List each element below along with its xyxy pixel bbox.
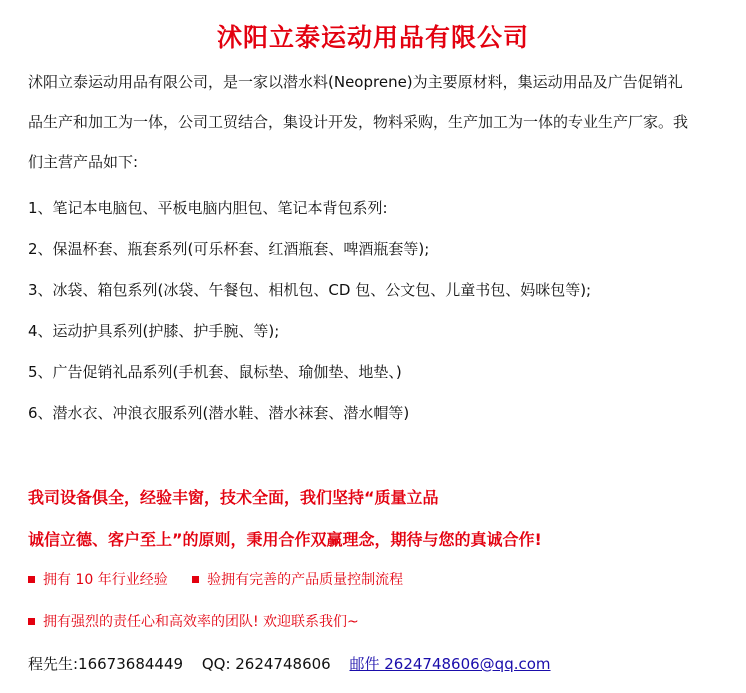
highlight-item [192,569,403,591]
highlight-item [28,569,168,591]
intro-line: 们主营产品如下: [28,153,139,171]
company-title: 沭阳立泰运动用品有限公司 [216,23,529,52]
contact-line [28,652,738,676]
contact-qq: QQ: 2624748606 [201,655,331,673]
highlight-item [28,611,359,633]
slogan-line: 我司设备俱全，经验丰窗，技术全面，我们坚持“质量立品 [28,488,439,507]
square-bullet-icon [192,576,199,583]
product-item: 1、笔记本电脑包、平板电脑内胆包、笔记本背包系列: [28,199,388,217]
slogan-paragraph [28,477,738,561]
contact-phone: 程先生:16673684449 [28,655,184,673]
product-item: 2、保温杯套、瓶套系列(可乐杯套、红酒瓶套、啤酒瓶套等); [28,240,430,258]
highlight-row [28,569,728,591]
intro-line: 品生产和加工为一体，公司工贸结合，集设计开发，物料采购，生产加工为一体的专业生产厂家。我 [28,113,689,131]
product-item: 5、广告促销礼品系列(手机套、鼠标垫、瑜伽垫、地垫、) [28,363,402,381]
product-item: 3、冰袋、箱包系列(冰袋、午餐包、相机包、CD 包、公文包、儿童书包、妈咪包等); [28,281,592,299]
product-list [28,188,728,434]
highlight-text: 验拥有完善的产品质量控制流程 [207,572,404,588]
square-bullet-icon [28,618,35,625]
highlight-text: 拥有 10 年行业经验 [43,572,168,588]
square-bullet-icon [28,576,35,583]
email-link[interactable]: 邮件 2624748606@qq.com [349,655,551,673]
product-item: 4、运动护具系列(护膝、护手腕、等); [28,322,280,340]
product-item: 6、潜水衣、冲浪衣服系列(潜水鞋、潜水袜套、潜水帽等) [28,404,410,422]
slogan-line: 诚信立德、客户至上”的原则，秉用合作双赢理念，期待与您的真诚合作! [28,530,542,549]
highlight-text: 拥有强烈的责任心和高效率的团队! 欢迎联系我们~ [43,614,359,630]
highlight-row [28,611,728,633]
intro-paragraph [28,62,728,182]
intro-line: 沭阳立泰运动用品有限公司，是一家以潜水料(Neoprene)为主要原材料，集运动用品及广告促销礼 [28,73,683,91]
